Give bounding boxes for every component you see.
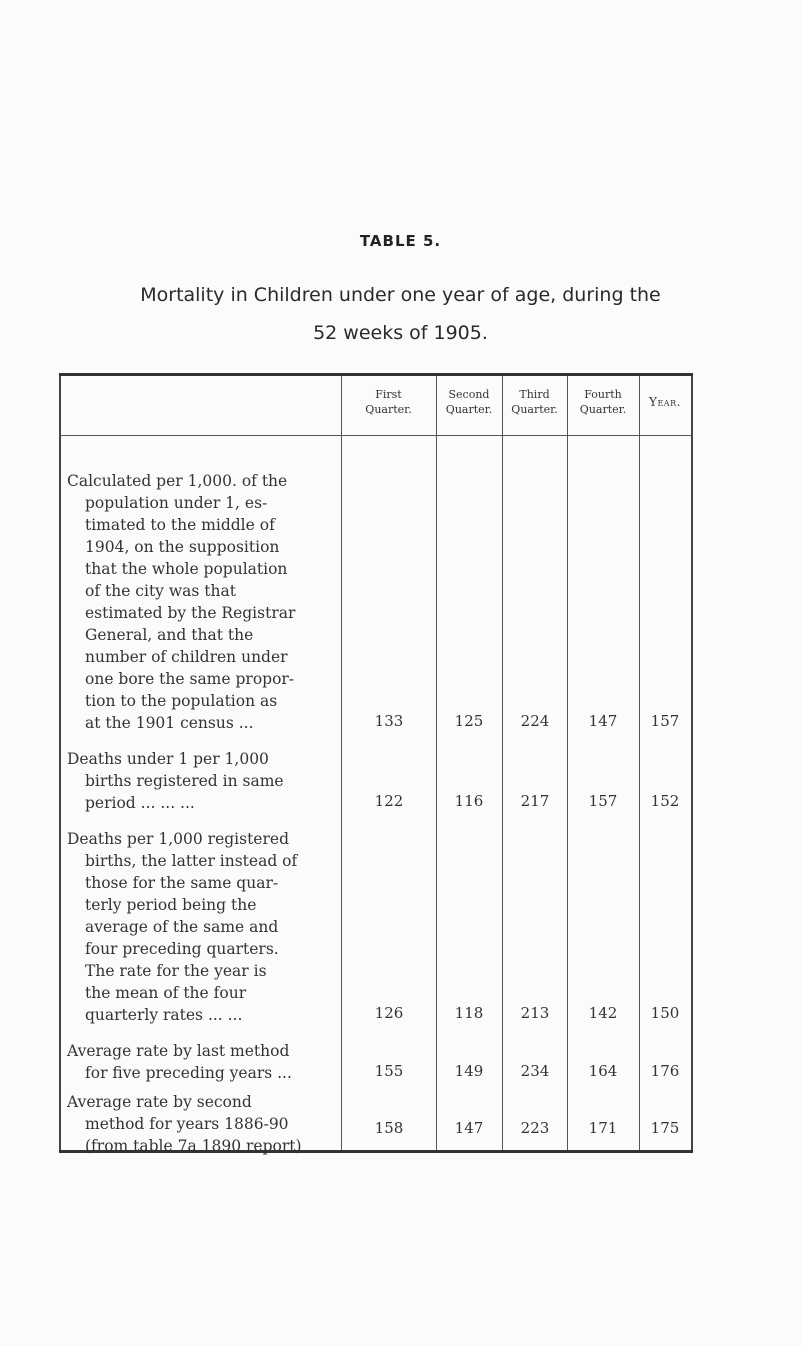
row-4-q2-value: 149 bbox=[454, 1062, 484, 1080]
header-second-quarter: Second Quarter. bbox=[445, 388, 493, 416]
row-3-q4-value: 142 bbox=[588, 1004, 618, 1022]
row-5-description: Average rate by second method for years 1886-90 (from table 7a 1890 report) bbox=[67, 1093, 302, 1155]
row-4-description: Average rate by last method for five preceding years ... bbox=[67, 1042, 292, 1082]
row-5-year-value: 175 bbox=[650, 1119, 680, 1137]
row-1-description: Calculated per 1,000. of the population under 1, es- timated to the middle of 1904, on the supposition that the whole population of the city was that estimated by the Registrar General, and that the number of children under one bore the same propor- tion to the population as at the 1901 census ... bbox=[67, 472, 296, 732]
table-left-border bbox=[59, 376, 61, 1150]
row-2-q1-value: 122 bbox=[374, 792, 404, 810]
row-1-q2-value: 125 bbox=[454, 712, 484, 730]
row-3-q2-value: 118 bbox=[454, 1004, 484, 1022]
table-top-rule bbox=[59, 373, 693, 376]
row-2-q2-value: 116 bbox=[454, 792, 484, 810]
row-5-q2-value: 147 bbox=[454, 1119, 484, 1137]
table-right-border bbox=[691, 376, 693, 1150]
row-3-q1-value: 126 bbox=[374, 1004, 404, 1022]
header-fourth-quarter: Fourth Quarter. bbox=[579, 388, 627, 416]
row-3-description: Deaths per 1,000 registered births, the latter instead of those for the same quar- terly period being the average of the same and four preceding quarters. The rate for the year is the mean of the four quarterly rates ... ... bbox=[67, 830, 298, 1024]
table-heading: TABLE 5. bbox=[359, 232, 442, 250]
header-year: Year. bbox=[649, 395, 681, 409]
header-first-quarter: First Quarter. bbox=[365, 388, 412, 416]
row-5-q1-value: 158 bbox=[374, 1119, 404, 1137]
row-4-q1-value: 155 bbox=[374, 1062, 404, 1080]
header-third-quarter: Third Quarter. bbox=[511, 388, 558, 416]
row-1-year-value: 157 bbox=[650, 712, 680, 730]
row-1-q3-value: 224 bbox=[520, 712, 550, 730]
row-2-year-value: 152 bbox=[650, 792, 680, 810]
column-divider bbox=[567, 376, 568, 1150]
mortality-table bbox=[59, 373, 693, 1153]
row-5-q3-value: 223 bbox=[520, 1119, 550, 1137]
row-4-year-value: 176 bbox=[650, 1062, 680, 1080]
row-3-year-value: 150 bbox=[650, 1004, 680, 1022]
column-divider bbox=[502, 376, 503, 1150]
row-1-q1-value: 133 bbox=[374, 712, 404, 730]
column-divider bbox=[639, 376, 640, 1150]
table-subtitle-line-1: Mortality in Children under one year of age, during the bbox=[140, 284, 661, 306]
table-subtitle-line-2: 52 weeks of 1905. bbox=[313, 322, 488, 344]
row-2-q4-value: 157 bbox=[588, 792, 618, 810]
header-rule bbox=[59, 435, 693, 436]
column-divider bbox=[436, 376, 437, 1150]
row-2-description: Deaths under 1 per 1,000 births registered in same period ... ... ... bbox=[67, 750, 284, 812]
row-5-q4-value: 171 bbox=[588, 1119, 618, 1137]
row-3-q3-value: 213 bbox=[520, 1004, 550, 1022]
row-4-q3-value: 234 bbox=[520, 1062, 550, 1080]
row-2-q3-value: 217 bbox=[520, 792, 550, 810]
row-1-q4-value: 147 bbox=[588, 712, 618, 730]
row-4-q4-value: 164 bbox=[588, 1062, 618, 1080]
column-divider bbox=[341, 376, 342, 1150]
